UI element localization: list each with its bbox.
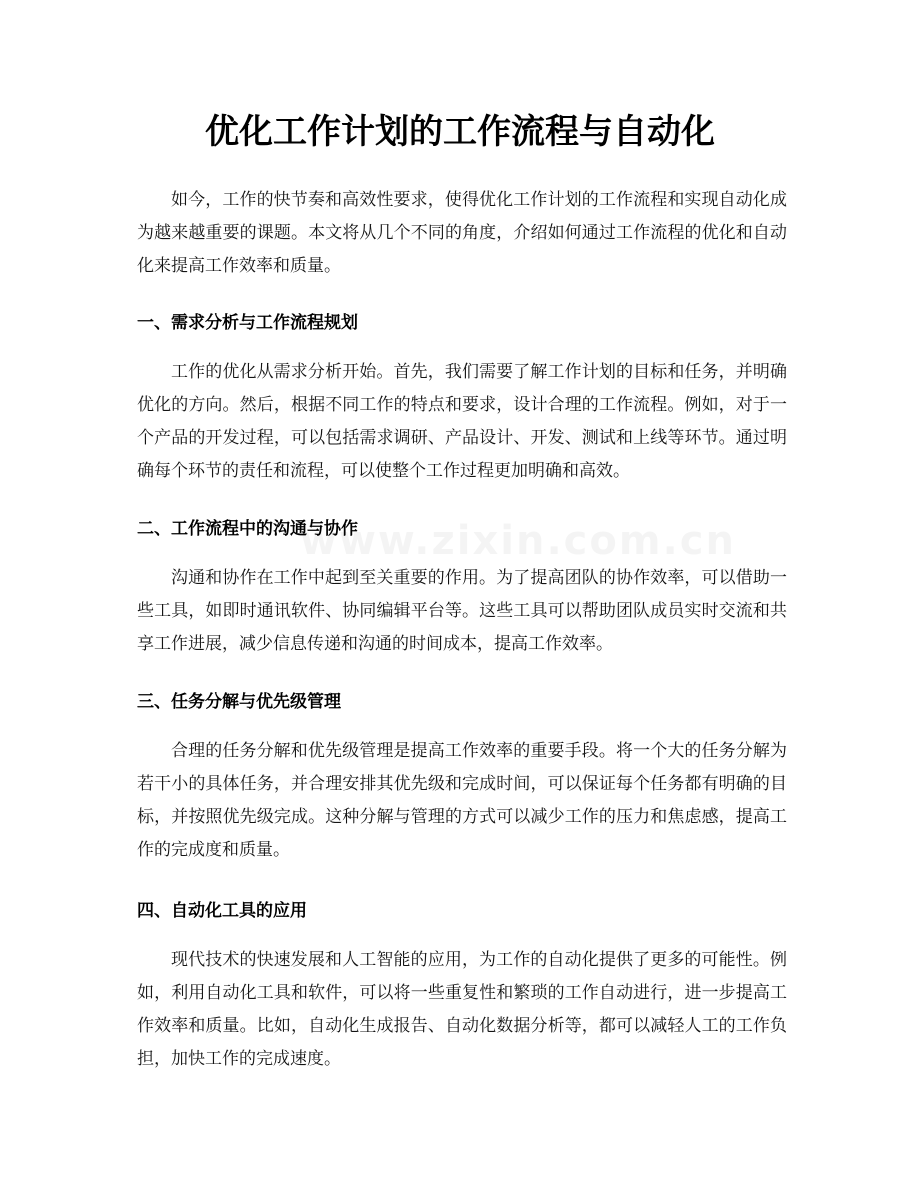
- section-heading-2: 二、工作流程中的沟通与协作: [137, 519, 358, 539]
- document-title: 优化工作计划的工作流程与自动化: [205, 112, 715, 152]
- section-body-4: 现代技术的快速发展和人工智能的应用，为工作的自动化提供了更多的可能性。例如，利用自动化工具和软件，可以将一些重复性和繁琐的工作自动进行，进一步提高工作效率和质量。比如，自动化生成报告、自动化数据分析等，都可以减轻人工的工作负担，加快工作的完成速度。: [137, 950, 787, 1069]
- section-body-3: 合理的任务分解和优先级管理是提高工作效率的重要手段。将一个大的任务分解为若干小的具体任务，并合理安排其优先级和完成时间，可以保证每个任务都有明确的目标，并按照优先级完成。这种分解与管理的方式可以减少工作的压力和焦虑感，提高工作的完成度和质量。: [137, 741, 787, 860]
- section-body-2: 沟通和协作在工作中起到至关重要的作用。为了提高团队的协作效率，可以借助一些工具，如即时通讯软件、协同编辑平台等。这些工具可以帮助团队成员实时交流和共享工作进展，减少信息传递和沟通的时间成本，提高工作效率。: [137, 568, 787, 654]
- intro-paragraph: 如今，工作的快节奏和高效性要求，使得优化工作计划的工作流程和实现自动化成为越来越重要的课题。本文将从几个不同的角度，介绍如何通过工作流程的优化和自动化来提高工作效率和质量。: [137, 190, 787, 276]
- section-body-1: 工作的优化从需求分析开始。首先，我们需要了解工作计划的目标和任务，并明确优化的方向。然后，根据不同工作的特点和要求，设计合理的工作流程。例如，对于一个产品的开发过程，可以包括需求调研、产品设计、开发、测试和上线等环节。通过明确每个环节的责任和流程，可以使整个工作过程更加明确和高效。: [137, 362, 787, 481]
- section-heading-4: 四、自动化工具的应用: [137, 901, 307, 921]
- section-heading-3: 三、任务分解与优先级管理: [137, 692, 341, 712]
- section-heading-1: 一、需求分析与工作流程规划: [137, 313, 358, 333]
